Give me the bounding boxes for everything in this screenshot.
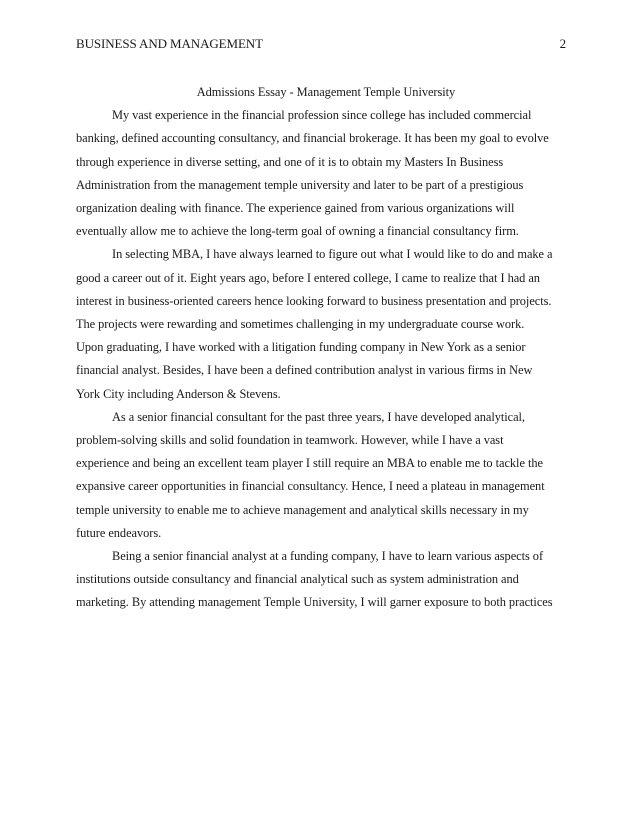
text-line: As a senior financial consultant for the past three years, I have developed analytical, [112,409,525,424]
text-line: institutions outside consultancy and financial analytical such as system administration and [76,572,519,587]
text-line: good a career out of it. Eight years ago, before I entered college, I came to realize that I had an [76,270,540,285]
text-line: problem-solving skills and solid foundation in teamwork. However, while I have a vast [76,433,504,448]
text-line: experience and being an excellent team player I still require an MBA to enable me to tackle the [76,456,543,471]
text-line: York City including Anderson & Stevens. [76,386,281,401]
text-line: organization dealing with finance. The experience gained from various organizations will [76,201,515,216]
page-number: 2 [559,36,566,51]
text-line: eventually allow me to achieve the long-term goal of owning a financial consultancy firm. [76,224,519,239]
text-line: financial analyst. Besides, I have been a defined contribution analyst in various firms in New [76,363,533,378]
text-line: The projects were rewarding and sometimes challenging in my undergraduate course work. [76,317,525,332]
essay-text [76,104,566,614]
text-line: through experience in diverse setting, and one of it is to obtain my Masters In Business [76,154,504,169]
text-line: Administration from the management temple university and later to be part of a prestigious [76,177,524,192]
text-line: interest in business-oriented careers hence looking forward to business presentation and projects. [76,293,552,308]
running-head: BUSINESS AND MANAGEMENT [76,36,263,51]
text-line: expansive career opportunities in financial consultancy. Hence, I need a plateau in management [76,479,545,494]
essay-body [76,81,566,615]
text-line: In selecting MBA, I have always learned to figure out what I would like to do and make a [112,247,553,262]
text-line: banking, defined accounting consultancy, and financial brokerage. It has been my goal to evolve [76,131,549,146]
essay-title: Admissions Essay - Management Temple University [196,85,456,99]
text-line: Being a senior financial analyst at a funding company, I have to learn various aspects of [112,549,544,564]
text-line: future endeavors. [76,525,162,540]
text-line: temple university to enable me to achieve management and analytical skills necessary in my [76,502,529,517]
text-line: Upon graduating, I have worked with a litigation funding company in New York as a senior [76,340,526,355]
text-line: My vast experience in the financial profession since college has included commercial [112,108,532,123]
text-line: marketing. By attending management Temple University, I will garner exposure to both practices [76,595,553,610]
